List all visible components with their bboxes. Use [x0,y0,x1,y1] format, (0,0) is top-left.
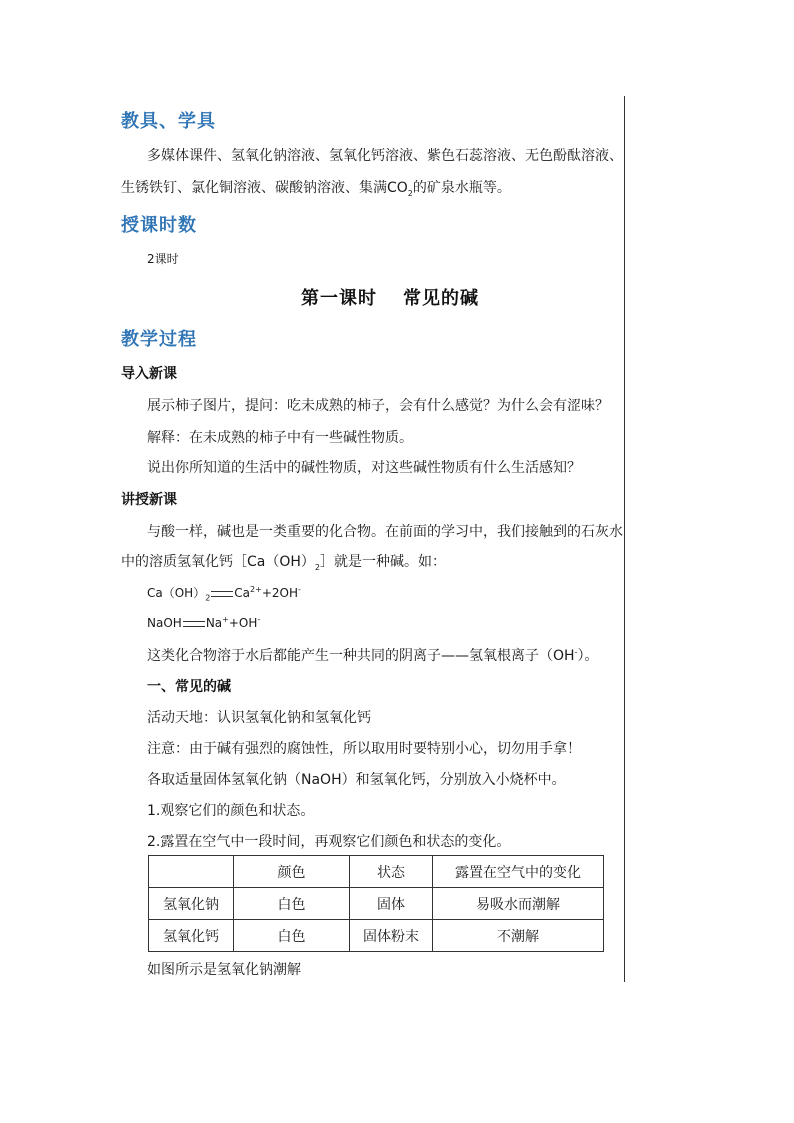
table-header-cell: 颜色 [234,856,350,888]
table-header-row [149,856,604,888]
right-margin-line [624,96,625,982]
notice-text: 注意：由于碱有强烈的腐蚀性，所以取用时要特别小心，切勿用手拿！ [147,741,581,757]
table-cell: 氢氧化钠 [149,888,234,920]
tools-line-1: 多媒体课件、氢氧化钠溶液、氢氧化钙溶液、紫色石蕊溶液、无色酚酞溶液、 [147,148,623,164]
subheading-common-bases: 一、常见的碱 [147,679,231,695]
table-header-cell: 状态 [350,856,433,888]
teach-paragraph-2: 中的溶质氢氧化钙$[Ca(OH)_2]$就是一种碱。如： [121,554,446,572]
heading-teach: 讲授新课 [121,492,177,508]
table-cell: 白色 [234,888,350,920]
heading-process: 教学过程 [121,329,197,350]
hours-text: 2课时 [147,252,179,266]
equals-sign [183,621,205,627]
table-row [149,920,604,952]
table-cell: 不潮解 [433,920,604,952]
step-1: 1.观察它们的颜色和状态。 [147,803,315,819]
lesson-title: 第一课时 常见的碱 [301,288,479,309]
heading-hours: 授课时数 [121,215,197,236]
step-2: 2.露置在空气中一段时间，再观察它们颜色和状态的变化。 [147,834,511,850]
tools-line-2: 生锈铁钉、氯化铜溶液、碳酸钠溶液、集满$CO_2$的矿泉水瓶等。 [121,180,511,198]
intro-paragraph-2: 解释：在未成熟的柿子中有一些碱性物质。 [147,430,413,446]
table-cell: 氢氧化钙 [149,920,234,952]
activity-text: 活动天地：认识氢氧化钠和氢氧化钙 [147,710,371,726]
equation-2: NaOH Na++OH- [147,615,261,630]
table-cell: 固体 [350,888,433,920]
heading-tools: 教具、学具 [121,111,216,132]
intro-paragraph-3: 说出你所知道的生活中的碱性物质，对这些碱性物质有什么生活感知？ [147,460,581,476]
step-0: 各取适量固体氢氧化钠（NaOH）和氢氧化钙，分别放入小烧杯中。 [147,772,566,788]
equation-1: $Ca(OH)_2$ $Ca^{2+}+2OH^-$ [147,585,301,603]
table-row [149,888,604,920]
table-cell: 白色 [234,920,350,952]
heading-intro: 导入新课 [121,366,177,382]
teach-paragraph-3: 这类化合物溶于水后都能产生一种共同的阴离子——氢氧根离子（OH-）。 [147,647,599,664]
observation-table [148,855,604,952]
table-header-cell: 露置在空气中的变化 [433,856,604,888]
equals-sign [211,591,233,597]
intro-paragraph-1: 展示柿子图片，提问：吃未成熟的柿子，会有什么感觉？为什么会有涩味？ [147,398,609,414]
after-table-text: 如图所示是氢氧化钠潮解 [147,962,301,978]
table-cell: 固体粉末 [350,920,433,952]
teach-paragraph-1: 与酸一样，碱也是一类重要的化合物。在前面的学习中，我们接触到的石灰水 [147,524,623,540]
table-header-cell [149,856,234,888]
table-cell: 易吸水而潮解 [433,888,604,920]
